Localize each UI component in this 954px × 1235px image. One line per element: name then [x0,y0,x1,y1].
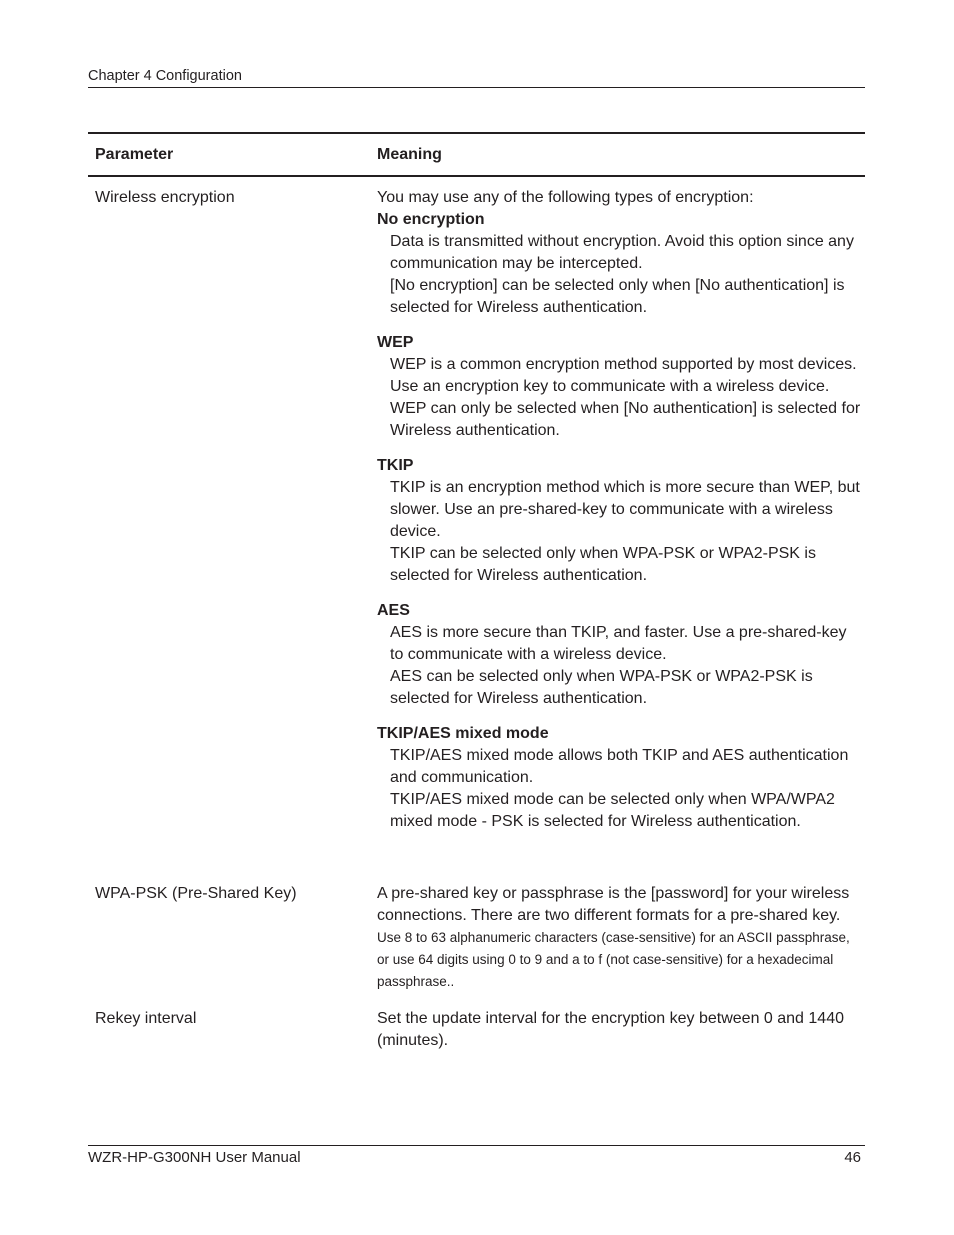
column-header-meaning: Meaning [377,146,442,163]
footer-rule [88,1145,865,1146]
wpa-psk-detail: Use 8 to 63 alphanumeric characters (case-sensitive) for an ASCII passphrase, or use 64 digits using 0 to 9 and a to f (not case-sensitive) for a hexadecimal passphrase.. [377,930,850,989]
encryption-intro: You may use any of the following types of encryption: [377,189,754,206]
chapter-header: Chapter 4 Configuration [88,68,242,84]
param-wpa-psk: WPA-PSK (Pre-Shared Key) [95,885,297,902]
wpa-psk-main: A pre-shared key or passphrase is the [password] for your wireless connections. There are two different formats for a pre-shared key. [377,885,850,924]
column-header-parameter: Parameter [95,146,174,163]
section-title: WEP [377,334,414,351]
manual-title: WZR-HP-G300NH User Manual [88,1149,301,1166]
table-top-rule [88,132,865,134]
section-note: AES can be selected only when WPA-PSK or WPA2-PSK is selected for Wireless authentication. [390,668,813,707]
param-rekey-interval: Rekey interval [95,1010,197,1027]
section-body: Data is transmitted without encryption. Avoid this option since any communication may be intercepted. [390,233,854,272]
section-note: WEP can only be selected when [No authentication] is selected for Wireless authentication. [390,400,861,439]
meaning-wireless-encryption [377,187,861,846]
meaning-wpa-psk [377,883,861,993]
section-aes [377,600,861,710]
section-wep [377,332,861,442]
section-title: TKIP [377,457,414,474]
section-tkip-aes-mixed [377,723,861,833]
section-note: TKIP/AES mixed mode can be selected only when WPA/WPA2 mixed mode - PSK is selected for Wireless authentication. [390,791,835,830]
section-note: TKIP can be selected only when WPA-PSK or WPA2-PSK is selected for Wireless authentication. [390,545,816,584]
section-tkip [377,455,861,587]
section-note: [No encryption] can be selected only when [No authentication] is selected for Wireless authentication. [390,277,845,316]
meaning-rekey-interval: Set the update interval for the encryption key between 0 and 1440 (minutes). [377,1010,844,1049]
table-header-rule [88,175,865,177]
section-title: No encryption [377,211,485,228]
page-number: 46 [844,1149,861,1166]
param-wireless-encryption: Wireless encryption [95,189,235,206]
section-title: TKIP/AES mixed mode [377,725,549,742]
section-body: TKIP/AES mixed mode allows both TKIP and AES authentication and communication. [390,747,849,786]
header-rule [88,87,865,88]
section-body: TKIP is an encryption method which is more secure than WEP, but slower. Use an pre-shared-key to communicate with a wireless device. [390,479,860,540]
section-title: AES [377,602,410,619]
section-no-encryption [377,209,861,319]
section-body: WEP is a common encryption method supported by most devices. Use an encryption key to communicate with a wireless device. [390,356,857,395]
section-body: AES is more secure than TKIP, and faster. Use a pre-shared-key to communicate with a wireless device. [390,624,847,663]
